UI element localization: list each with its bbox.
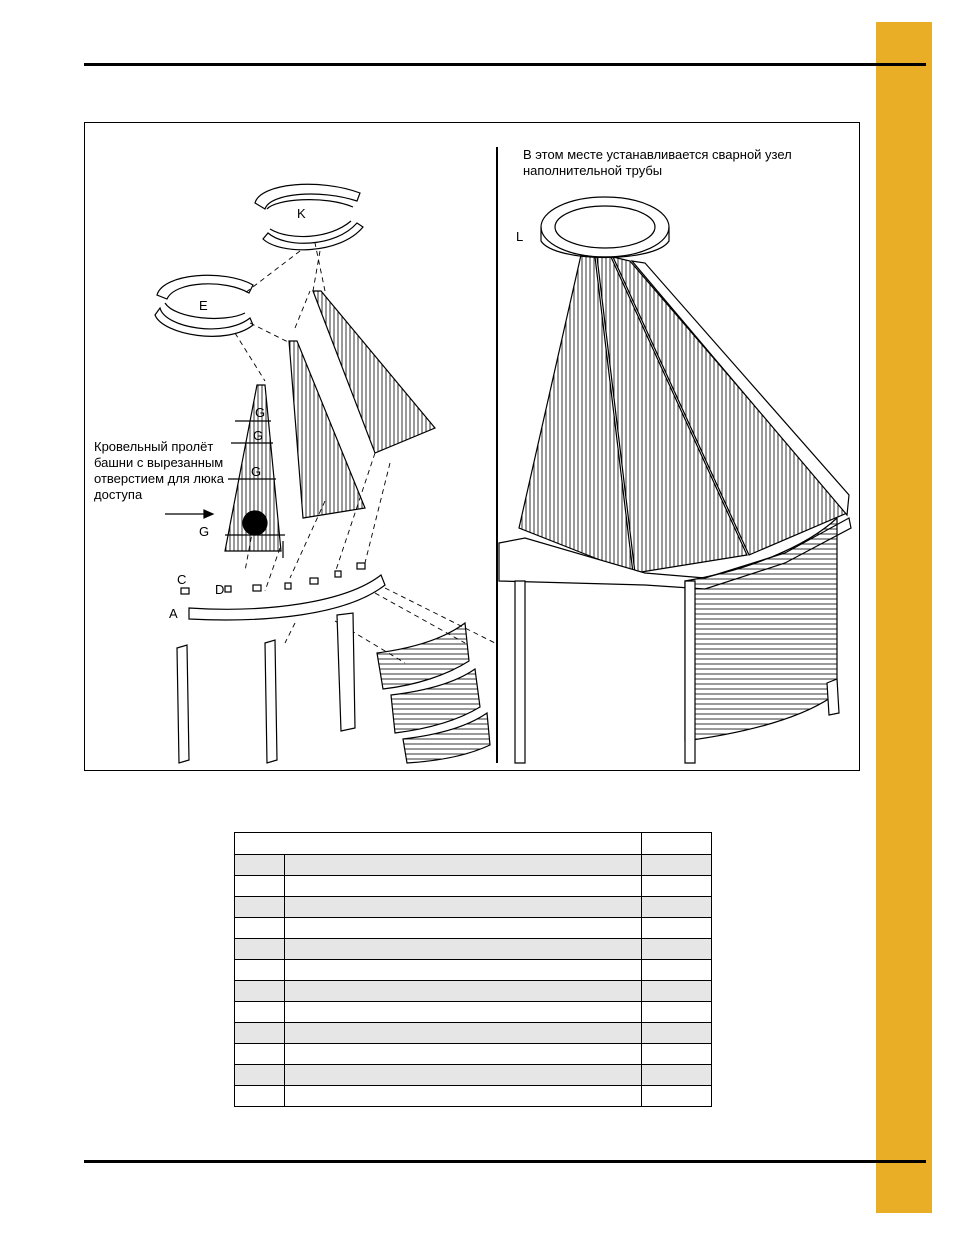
- label-d: D: [215, 582, 225, 597]
- table-row: [235, 1002, 712, 1023]
- table-row: [235, 876, 712, 897]
- assembly-figure: [84, 122, 860, 771]
- table-row: [235, 1065, 712, 1086]
- top-ring-l: [541, 197, 669, 258]
- table-row: [235, 1086, 712, 1107]
- table-row: [235, 855, 712, 876]
- table-row: [235, 960, 712, 981]
- section-tab: [876, 22, 932, 1213]
- label-k: K: [297, 206, 306, 221]
- alignment-lines: [235, 243, 495, 663]
- table-row: [235, 1023, 712, 1044]
- label-g-3: G: [251, 464, 262, 479]
- table-row: [235, 1044, 712, 1065]
- table-row: [235, 981, 712, 1002]
- label-a: A: [169, 606, 178, 621]
- ring-k: [255, 184, 363, 250]
- wall-sheets: [377, 623, 490, 763]
- label-c: C: [177, 572, 187, 587]
- arrow: [165, 510, 213, 518]
- footer-rule: [84, 1160, 926, 1163]
- label-g-2: G: [253, 428, 264, 443]
- table-header-row: [235, 833, 712, 855]
- table-header-cell: [642, 833, 712, 855]
- table-header-cell: [235, 833, 642, 855]
- header-rule: [84, 63, 926, 66]
- parts-table: [234, 832, 712, 1107]
- table-row: [235, 939, 712, 960]
- table-row: [235, 897, 712, 918]
- label-g-1: G: [255, 405, 266, 420]
- table-row: [235, 918, 712, 939]
- note-fill-tube: В этом месте устанавливается сварной узел наполнительной трубы: [523, 147, 792, 178]
- note-access-panel: Кровельный пролёт башни с вырезанным отверстием для люка доступа: [94, 439, 224, 502]
- label-g-4: G: [199, 524, 210, 539]
- assembled-roof: [519, 255, 849, 573]
- label-l: L: [516, 229, 524, 244]
- posts: [177, 613, 355, 763]
- ring-a: [181, 563, 385, 620]
- label-e: E: [199, 298, 208, 313]
